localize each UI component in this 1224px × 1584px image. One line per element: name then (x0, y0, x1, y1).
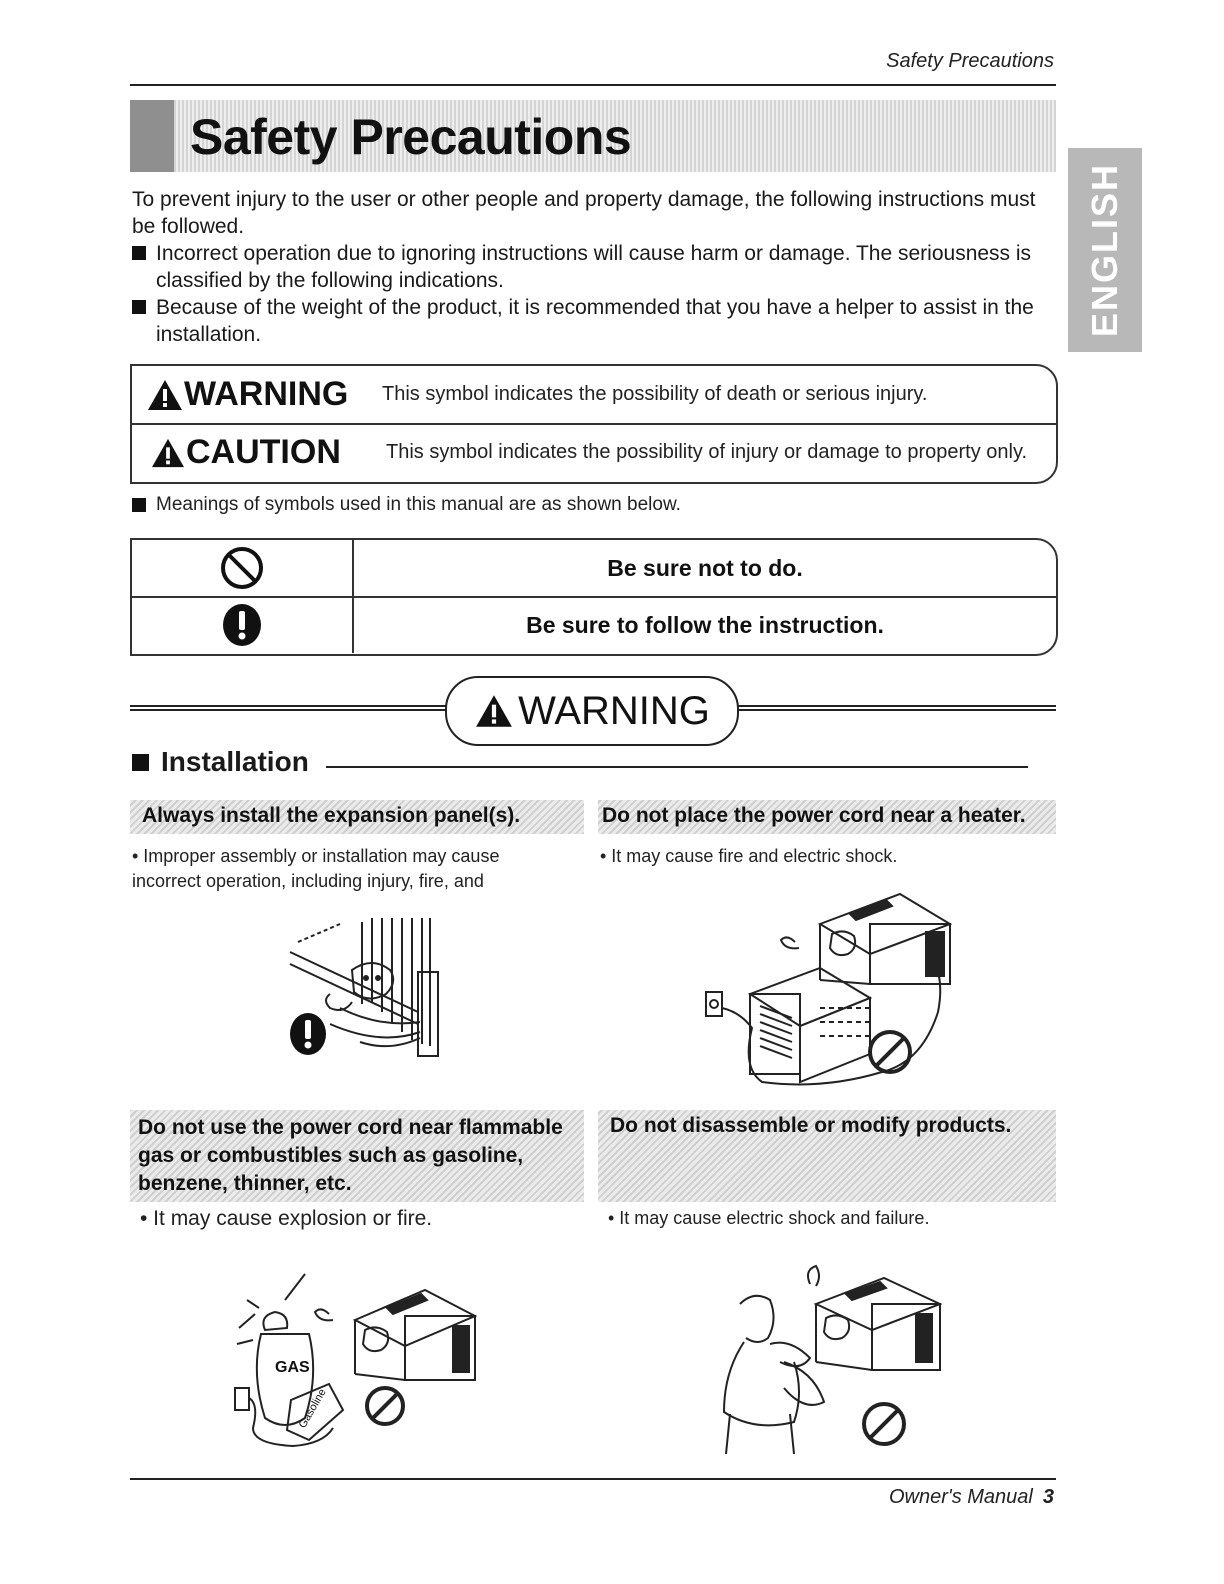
warning-row (132, 366, 1056, 425)
heater-illustration (700, 884, 960, 1094)
intro-bullet: Because of the weight of the product, it is recommended that you have a helper to assist in the installation. (132, 294, 1062, 348)
section-heading (132, 746, 309, 778)
warning-description: This symbol indicates the possibility of death or serious injury. (382, 383, 928, 405)
meanings-table (130, 538, 1058, 656)
manual-title: Owner's Manual (888, 1486, 1033, 1508)
footer (889, 1486, 1054, 1509)
warning-triangle-icon (474, 693, 514, 729)
warning-label: WARNING (184, 375, 349, 413)
language-tab (1068, 148, 1142, 352)
item-body: • Improper assembly or installation may cause incorrect operation, including injury, fire, and (132, 846, 500, 891)
symbol-legend-box (130, 364, 1058, 484)
item-body: • It may cause explosion or fire. (140, 1207, 433, 1230)
caution-triangle-icon (150, 437, 186, 469)
caution-description: This symbol indicates the possibility of injury or damage to property only. (386, 441, 1028, 463)
item-header: Always install the expansion panel(s). (142, 804, 521, 827)
title-banner-block (130, 100, 174, 172)
language-tab-label: ENGLISH (1084, 162, 1125, 337)
gas-illustration (225, 1270, 485, 1450)
item-body: • It may cause electric shock and failure. (608, 1208, 930, 1228)
item-header: Do not use the power cord near flammable gas or combustibles such as gasoline, benzene, thinner, etc. (138, 1116, 563, 1195)
intro-paragraph: To prevent injury to the user or other people and property damage, the following instructions must be followed. (132, 188, 1036, 238)
header-rule (130, 84, 1056, 86)
divider-line-left (130, 705, 448, 711)
intro-bullet: Incorrect operation due to ignoring instructions will cause harm or damage. The seriousness is classified by the following indications. (132, 240, 1062, 294)
meanings-intro: Meanings of symbols used in this manual are as shown below. (132, 494, 1224, 516)
mandatory-icon (221, 602, 263, 648)
section-rule (326, 766, 1028, 768)
gas-label: GAS (275, 1359, 310, 1376)
running-header: Safety Precautions (886, 50, 1054, 72)
meaning-text: Be sure to follow the instruction. (526, 611, 884, 638)
caution-label: CAUTION (186, 433, 341, 471)
warning-banner-label: WARNING (518, 688, 710, 733)
page-number: 3 (1042, 1486, 1054, 1508)
page-title: Safety Precautions (190, 109, 632, 165)
meaning-row (132, 597, 1056, 653)
disassemble-illustration (700, 1264, 960, 1464)
item-header: Do not disassemble or modify products. (610, 1114, 1012, 1137)
meaning-row (132, 540, 1056, 598)
warning-triangle-icon (146, 378, 184, 412)
item-body: • It may cause fire and electric shock. (600, 846, 898, 866)
item-header: Do not place the power cord near a heater. (602, 804, 1026, 827)
intro-block (132, 186, 1062, 348)
warning-banner (445, 676, 739, 746)
section-title: Installation (161, 746, 309, 777)
divider-line-right (732, 705, 1056, 711)
gasoline-label: Gasoline (296, 1386, 329, 1431)
prohibition-icon (219, 545, 265, 591)
caution-row (132, 424, 1056, 481)
meaning-text: Be sure not to do. (607, 554, 803, 581)
expansion-panel-illustration (270, 912, 460, 1062)
footer-rule (130, 1478, 1056, 1480)
